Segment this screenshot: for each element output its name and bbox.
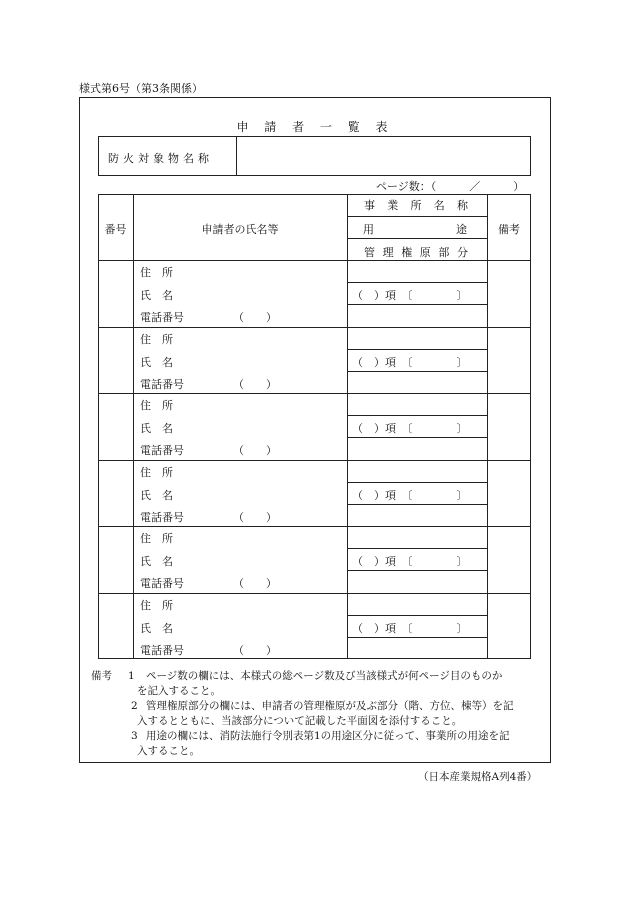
phone-paren: （ ） — [233, 378, 277, 391]
row-divider — [98, 460, 531, 461]
phone-paren: （ ） — [233, 644, 277, 657]
header-management: 管 理 権 原 部 分 — [364, 246, 468, 259]
address-label: 住 所 — [140, 466, 173, 479]
phone-paren: （ ） — [233, 311, 277, 324]
row-divider — [98, 327, 531, 328]
fire-target-label: 防火対象物名称 — [108, 152, 213, 165]
header-business-name: 事 業 所 名 称 — [364, 199, 468, 212]
phone-label: 電話番号 — [140, 311, 184, 324]
name-label: 氏 名 — [140, 622, 173, 635]
use-item-field[interactable]: （ ）項 〔 〕 — [352, 555, 468, 568]
header-use-right: 途 — [456, 223, 467, 236]
note-text: ページ数の欄には、本様式の総ページ数及び当該様式が何ページ目のものか — [146, 670, 503, 682]
use-item-field[interactable]: （ ）項 〔 〕 — [352, 422, 468, 435]
phone-label: 電話番号 — [140, 644, 184, 657]
form-label: 様式第6号（第3条関係） — [79, 82, 203, 95]
name-label: 氏 名 — [140, 422, 173, 435]
header-remarks: 備考 — [498, 223, 520, 236]
name-label: 氏 名 — [140, 356, 173, 369]
address-label: 住 所 — [140, 333, 173, 346]
row-divider — [98, 526, 531, 527]
note-number: 2 — [131, 700, 138, 712]
phone-paren: （ ） — [233, 444, 277, 457]
use-item-field[interactable]: （ ）項 〔 〕 — [352, 489, 468, 502]
phone-label: 電話番号 — [140, 378, 184, 391]
use-item-field[interactable]: （ ）項 〔 〕 — [352, 356, 468, 369]
row-divider — [98, 593, 531, 594]
phone-label: 電話番号 — [140, 511, 184, 524]
note-number: 3 — [131, 730, 138, 742]
use-item-field[interactable]: （ ）項 〔 〕 — [352, 622, 468, 635]
address-label: 住 所 — [140, 399, 173, 412]
use-item-field[interactable]: （ ）項 〔 〕 — [352, 289, 468, 302]
standard-label: （日本産業規格A列4番） — [418, 771, 538, 783]
phone-label: 電話番号 — [140, 444, 184, 457]
page-count-label: ページ数：（ ／ ） — [376, 180, 525, 193]
note-text: 用途の欄には、消防法施行令別表第1の用途区分に従って、事業所の用途を記 — [146, 730, 510, 742]
header-number: 番号 — [104, 223, 127, 236]
row-divider — [98, 393, 531, 394]
name-label: 氏 名 — [140, 289, 173, 302]
name-label: 氏 名 — [140, 555, 173, 568]
header-use-left: 用 — [363, 223, 374, 236]
header-applicant: 申請者の氏名等 — [201, 223, 279, 236]
note-text: 管理権原部分の欄には、申請者の管理権原が及ぶ部分（階、方位、棟等）を記 — [146, 700, 514, 712]
address-label: 住 所 — [140, 266, 173, 279]
phone-label: 電話番号 — [140, 577, 184, 590]
note-text: 入するとともに、当該部分について記載した平面図を添付すること。 — [137, 715, 463, 727]
note-text: を記入すること。 — [137, 685, 221, 697]
address-label: 住 所 — [140, 532, 173, 545]
form-title: 申 請 者 一 覧 表 — [236, 120, 394, 134]
phone-paren: （ ） — [233, 511, 277, 524]
note-text: 入すること。 — [137, 745, 200, 757]
note-number: 1 — [128, 670, 135, 682]
name-label: 氏 名 — [140, 489, 173, 502]
address-label: 住 所 — [140, 599, 173, 612]
phone-paren: （ ） — [233, 577, 277, 590]
row-divider — [98, 260, 531, 261]
notes-heading: 備考 — [91, 670, 112, 682]
